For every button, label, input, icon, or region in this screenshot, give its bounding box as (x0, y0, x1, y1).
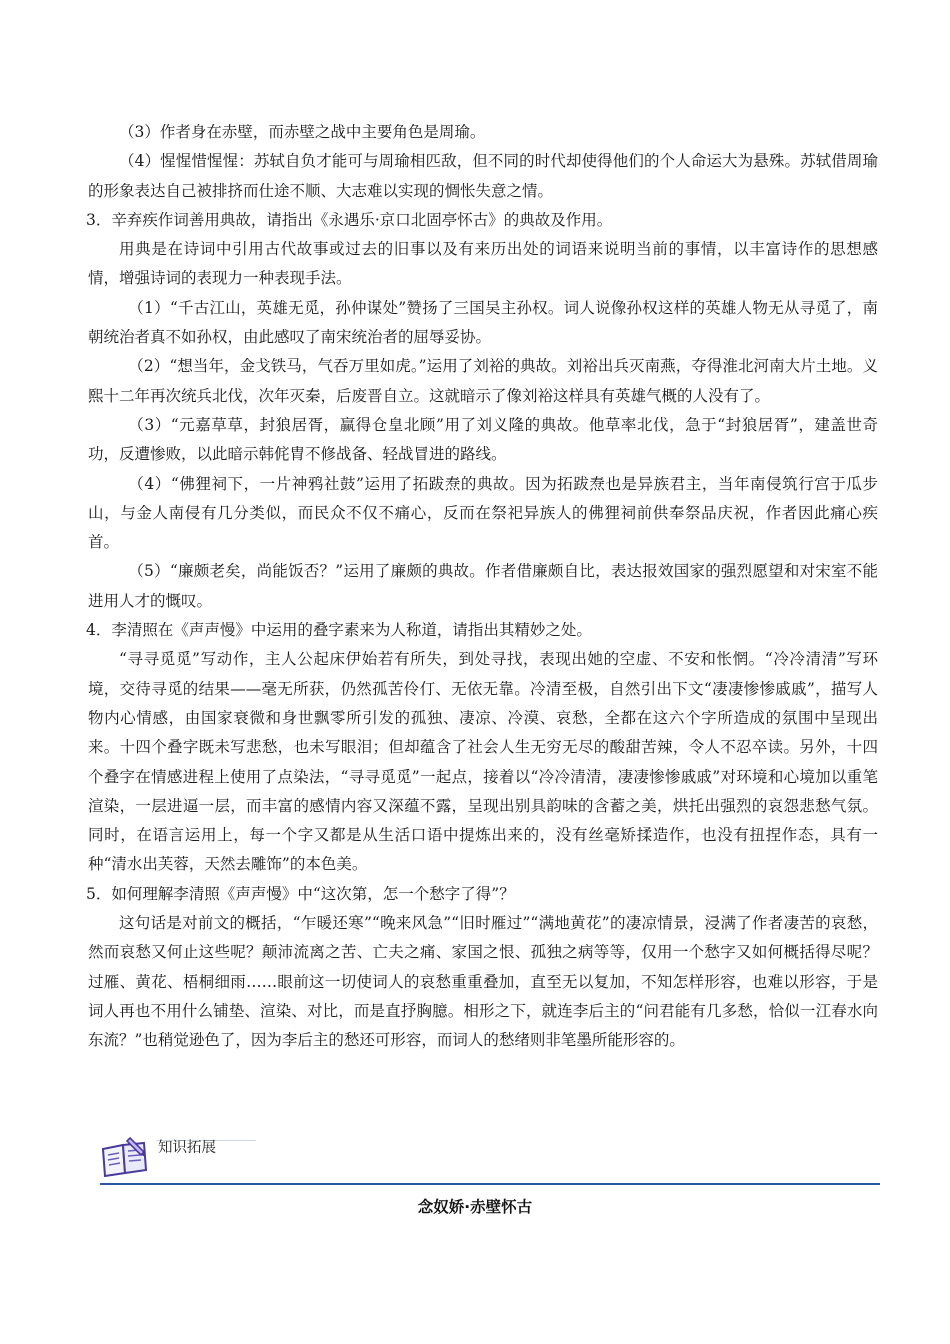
answer-5: 这句话是对前文的概括，“乍暖还寒”“晚来风急”“旧时雁过”“满地黄花”的凄凉情景，浸满了作者凄苦的哀愁，然而哀愁又何止这些呢？颠沛流离之苦、亡夫之痛、家国之恨、孤独之病等等，仅用一个愁字又如何概括得尽呢？过雁、黄花、梧桐细雨……眼前这一切使词人的哀愁重重叠加，直至无以复加，不知怎样形容，也难以形容，于是词人再也不用什么铺垫、渲染、对比，而是直抒胸臆。相形之下，就连李后主的“问君能有几多愁，恰似一江春水向东流？”也稍觉逊色了，因为李后主的愁还可形容，而词人的愁绪则非笔墨所能形容的。 (88, 914, 878, 1050)
question-5: 5．如何理解李清照《声声慢》中“这次第，怎一个愁字了得”？ (86, 884, 515, 903)
answer-3-5: （5）“廉颇老矣，尚能饭否？”运用了廉颇的典故。作者借廉颇自比，表达报效国家的强烈愿望和对宋室不能进用人才的慨叹。 (88, 562, 878, 610)
question-4: 4．李清照在《声声慢》中运用的叠字素来为人称道，请指出其精妙之处。 (86, 621, 592, 640)
answer-3-1: （1）“千古江山，英雄无觅，孙仲谋处”赞扬了三国吴主孙权。词人说像孙权这样的英雄人物无从寻觅了，南朝统治者真不如孙权，由此感叹了南宋统治者的屈辱妥协。 (88, 298, 878, 347)
answer-3-4: （4）“佛狸祠下，一片神鸦社鼓”运用了拓跋焘的典故。因为拓跋焘也是异族君主，当年南侵筑行宫于瓜步山，与金人南侵有几分类似，而民众不仅不痛心，反而在祭祀异族人的佛狸祠前供奉祭品庆祝，作者因此痛心疾首。 (88, 474, 878, 552)
answer-3-3: （3）“元嘉草草，封狼居胥，赢得仓皇北顾”用了刘义隆的典故。他草率北伐，急于“封狼居胥”，建盖世奇功，反遭惨败，以此暗示韩侂胄不修战备、轻战冒进的路线。 (88, 415, 878, 464)
answer-3-4-3: （3）作者身在赤壁，而赤壁之战中主要角色是周瑜。 (119, 123, 486, 141)
knowledge-extension-label: 知识拓展 (158, 1140, 216, 1156)
book-pencil-icon (100, 1135, 150, 1177)
document-body (88, 118, 878, 1056)
knowledge-extension-header (100, 1125, 880, 1187)
section-divider (100, 1183, 880, 1185)
answer-3-4-4: （4）惺惺惜惺惺：苏轼自负才能可与周瑜相匹敌，但不同的时代却使得他们的个人命运大为悬殊。苏轼借周瑜的形象表达自己被排挤而仕途不顺、大志难以实现的惆怅失意之情。 (88, 152, 878, 200)
question-3: 3．辛弃疾作词善用典故，请指出《永遇乐·京口北固亭怀古》的典故及作用。 (86, 210, 613, 229)
answer-4: “寻寻觅觅”写动作，主人公起床伊始若有所失，到处寻找，表现出她的空虚、不安和怅惘。“冷冷清清”写环境，交待寻觅的结果——毫无所获，仍然孤苦伶仃、无依无靠。冷清至极，自然引出下文“凄凄惨惨戚戚”，描写人物内心情感，由国家衰微和身世飘零所引发的孤独、凄凉、冷漠、哀愁，全都在这六个字所造成的氛围中呈现出来。十四个叠字既未写悲愁，也未写眼泪；但却蕴含了社会人生无穷无尽的酸甜苦辣，令人不忍卒读。另外，十四个叠字在情感进程上使用了点染法，“寻寻觅觅”一起点，接着以“冷冷清清，凄凄惨惨戚戚”对环境和心境加以重笔渲染，一层进逼一层，而丰富的感情内容又深蕴不露，呈现出别具韵味的含蓄之美，烘托出强烈的哀怨悲愁气氛。同时，在语言运用上，每一个字又都是从生活口语中提炼出来的，没有丝毫矫揉造作，也没有扭捏作态，具有一种“清水出芙蓉，天然去雕饰”的本色美。 (88, 650, 878, 874)
answer-3-intro: 用典是在诗词中引用古代故事或过去的旧事以及有来历出处的词语来说明当前的事情，以丰富诗作的思想感情，增强诗词的表现力一种表现手法。 (88, 240, 878, 288)
answer-3-2: （2）“想当年，金戈铁马，气吞万里如虎。”运用了刘裕的典故。刘裕出兵灭南燕，夺得淮北河南大片土地。义熙十二年再次统兵北伐，次年灭秦，后废晋自立。这就暗示了像刘裕这样具有英雄气概的人没有了。 (88, 357, 878, 405)
poem-title: 念奴娇·赤壁怀古 (417, 1198, 533, 1216)
